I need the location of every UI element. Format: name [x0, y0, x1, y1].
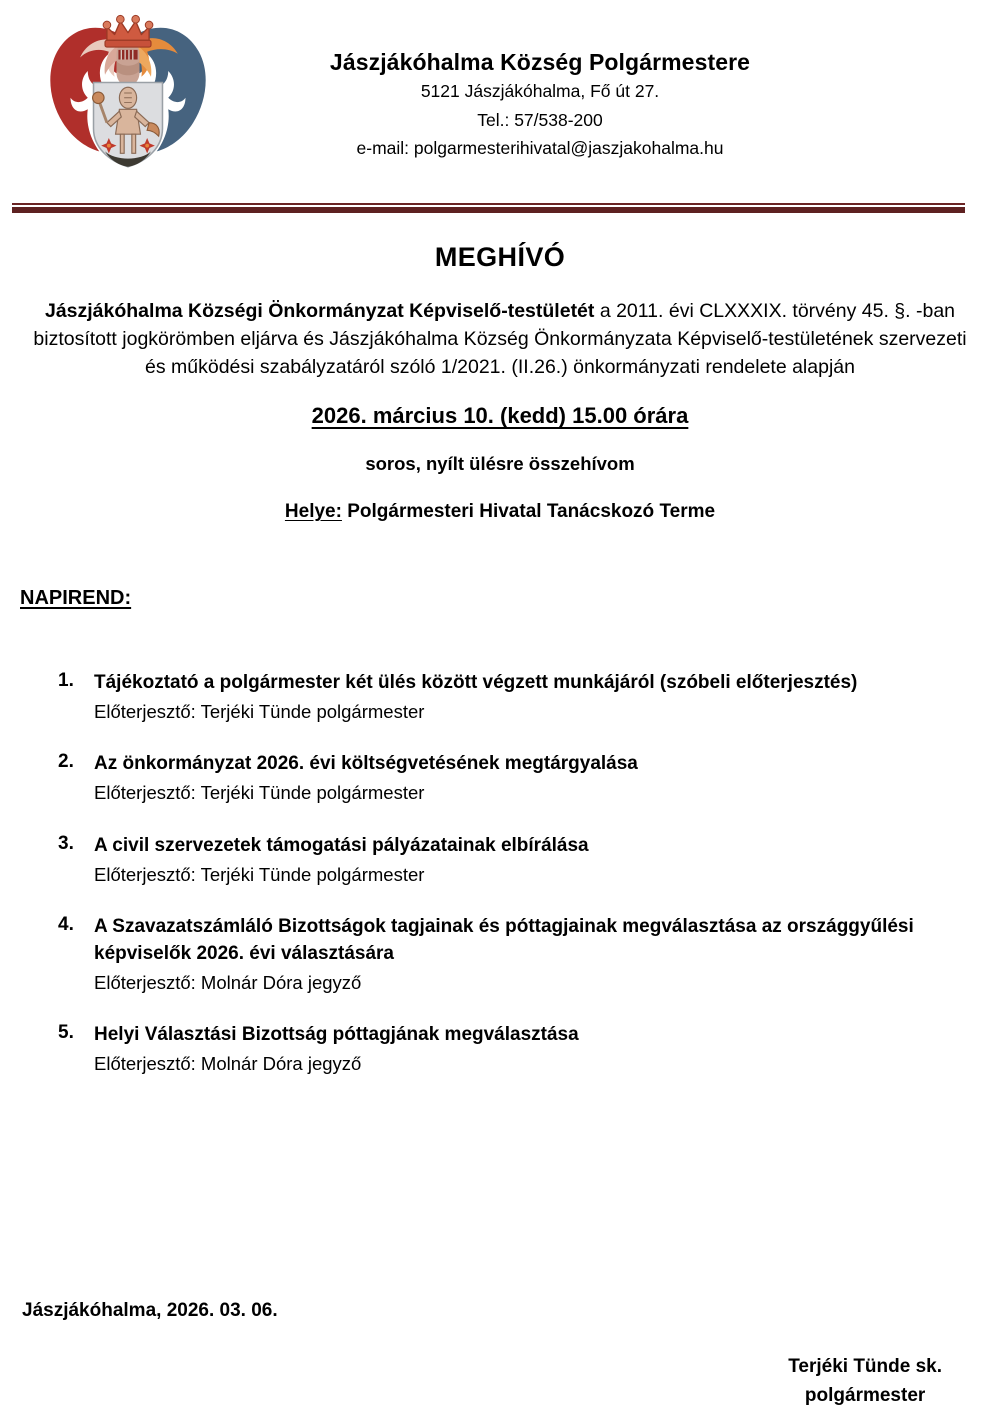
agenda-list: [0, 670, 1000, 1077]
agenda-item-title: A civil szervezetek támogatási pályázatainak elbírálása: [94, 834, 589, 856]
organization-address: 5121 Jászjákóhalma, Fő út 27.: [420, 81, 660, 102]
organization-block: [230, 48, 850, 162]
letterhead: [0, 0, 1000, 196]
coat-of-arms-icon: [32, 2, 224, 184]
meeting-place: [0, 501, 1000, 523]
agenda-item-title: Helyi Választási Bizottság póttagjának megválasztása: [94, 1024, 579, 1046]
agenda-heading: NAPIREND:: [20, 587, 132, 610]
meeting-datetime: 2026. március 10. (kedd) 15.00 órára: [311, 403, 689, 429]
agenda-item: [58, 833, 940, 888]
agenda-item-number: 1.: [58, 670, 74, 692]
agenda-item-presenter: Előterjesztő: Terjéki Tünde polgármester: [94, 863, 425, 885]
signer-name: Terjéki Tünde sk.: [788, 1356, 942, 1377]
agenda-item-title: A Szavazatszámláló Bizottságok tagjainak és póttagjainak megválasztása az országgyűlési képviselők 2026. évi választására: [94, 915, 914, 964]
signature-block: [788, 1352, 942, 1411]
signer-title: polgármester: [804, 1385, 926, 1407]
agenda-item: [58, 914, 940, 996]
intro-rest-part: a 2011. évi CLXXXIX. törvény 45. §. -ban biztosított jogkörömben eljárva és Jászjákóhalma Község Önkormányzata Képviselő-testületének szervezeti és működési szabályzatáról szóló 1/2021. (II.26.) önkormányzati rendelete alapján: [33, 300, 967, 379]
agenda-item-number: 5.: [58, 1022, 74, 1044]
intro-bold-part: Jászjákóhalma Községi Önkormányzat Képviselő-testületét: [44, 300, 595, 322]
agenda-item-presenter: Előterjesztő: Terjéki Tünde polgármester: [94, 782, 425, 804]
agenda-item-number: 3.: [58, 832, 74, 854]
agenda-item-presenter: Előterjesztő: Molnár Dóra jegyző: [94, 1053, 362, 1075]
intro-paragraph: [22, 297, 978, 381]
agenda-item: [58, 751, 940, 806]
header-divider: [12, 203, 965, 213]
meeting-place-value: Polgármesteri Hivatal Tanácskozó Terme: [341, 501, 716, 523]
agenda-item-title: Az önkormányzat 2026. évi költségvetésének megtárgyalása: [94, 753, 638, 775]
organization-name: Jászjákóhalma Község Polgármestere: [329, 49, 751, 75]
meeting-mode: soros, nyílt ülésre összehívom: [365, 453, 635, 475]
organization-email: e-mail: polgarmesterihivatal@jaszjakohalma.hu: [356, 138, 724, 159]
meeting-place-label: Helye:: [284, 501, 342, 523]
agenda-item: [58, 670, 940, 725]
agenda-item-number: 4.: [58, 913, 74, 935]
organization-phone: Tel.: 57/538-200: [477, 109, 603, 130]
agenda-heading-wrap: [0, 523, 1000, 610]
agenda-item-title: Tájékoztató a polgármester két ülés között végzett munkájáról (szóbeli előterjesztés): [94, 672, 858, 694]
agenda-item-number: 2.: [58, 751, 74, 773]
agenda-item: [58, 1022, 940, 1077]
agenda-item-presenter: Előterjesztő: Terjéki Tünde polgármester: [94, 701, 425, 723]
agenda-item-presenter: Előterjesztő: Molnár Dóra jegyző: [94, 971, 362, 993]
document-title: MEGHÍVÓ: [434, 242, 566, 272]
footer-place-date: Jászjákóhalma, 2026. 03. 06.: [22, 1300, 278, 1321]
divider-thick-line: [12, 207, 965, 213]
